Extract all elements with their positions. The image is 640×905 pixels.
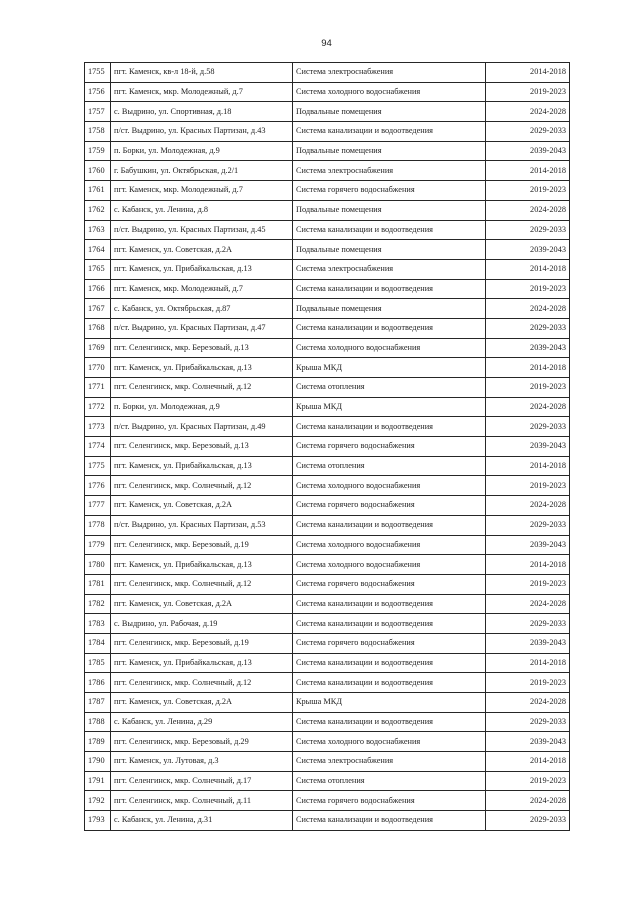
period-cell: 2014-2018 — [486, 752, 570, 772]
table-row — [85, 279, 570, 299]
address-cell: пгт. Селенгинск, мкр. Березовый, д.13 — [111, 437, 293, 457]
table-row — [85, 63, 570, 83]
period-cell: 2024-2028 — [486, 594, 570, 614]
table-row — [85, 181, 570, 201]
table-row — [85, 712, 570, 732]
row-number-cell: 1787 — [85, 693, 111, 713]
system-cell: Система канализации и водоотведения — [293, 417, 486, 437]
row-number-cell: 1784 — [85, 633, 111, 653]
system-cell: Крыша МКД — [293, 693, 486, 713]
row-number-cell: 1770 — [85, 358, 111, 378]
row-number-cell: 1759 — [85, 141, 111, 161]
table-row — [85, 318, 570, 338]
table-row — [85, 752, 570, 772]
address-cell: пгт. Каменск, ул. Прибайкальская, д.13 — [111, 555, 293, 575]
address-cell: с. Кабанск, ул. Октябрьская, д.87 — [111, 299, 293, 319]
table-row — [85, 811, 570, 831]
address-cell: пгт. Каменск, ул. Прибайкальская, д.13 — [111, 259, 293, 279]
table-row — [85, 220, 570, 240]
system-cell: Подвальные помещения — [293, 200, 486, 220]
row-number-cell: 1762 — [85, 200, 111, 220]
table-row — [85, 476, 570, 496]
row-number-cell: 1763 — [85, 220, 111, 240]
period-cell: 2029-2033 — [486, 417, 570, 437]
table-row — [85, 594, 570, 614]
address-cell: пгт. Каменск, ул. Прибайкальская, д.13 — [111, 653, 293, 673]
period-cell: 2014-2018 — [486, 456, 570, 476]
period-cell: 2039-2043 — [486, 633, 570, 653]
system-cell: Система электроснабжения — [293, 752, 486, 772]
row-number-cell: 1780 — [85, 555, 111, 575]
system-cell: Подвальные помещения — [293, 102, 486, 122]
address-cell: пгт. Селенгинск, мкр. Березовый, д.19 — [111, 535, 293, 555]
system-cell: Система горячего водоснабжения — [293, 574, 486, 594]
system-cell: Система канализации и водоотведения — [293, 712, 486, 732]
period-cell: 2024-2028 — [486, 200, 570, 220]
address-cell: п/ст. Выдрино, ул. Красных Партизан, д.47 — [111, 318, 293, 338]
row-number-cell: 1771 — [85, 378, 111, 398]
row-number-cell: 1758 — [85, 122, 111, 142]
address-cell: пгт. Каменск, мкр. Молодежный, д.7 — [111, 82, 293, 102]
address-cell: с. Выдрино, ул. Рабочая, д.19 — [111, 614, 293, 634]
period-cell: 2039-2043 — [486, 338, 570, 358]
table-row — [85, 141, 570, 161]
system-cell: Система электроснабжения — [293, 161, 486, 181]
system-cell: Система электроснабжения — [293, 259, 486, 279]
period-cell: 2019-2023 — [486, 279, 570, 299]
row-number-cell: 1793 — [85, 811, 111, 831]
system-cell: Система горячего водоснабжения — [293, 791, 486, 811]
system-cell: Система канализации и водоотведения — [293, 673, 486, 693]
table-row — [85, 102, 570, 122]
system-cell: Система канализации и водоотведения — [293, 318, 486, 338]
period-cell: 2019-2023 — [486, 82, 570, 102]
row-number-cell: 1785 — [85, 653, 111, 673]
address-cell: пгт. Селенгинск, мкр. Березовый, д.13 — [111, 338, 293, 358]
row-number-cell: 1783 — [85, 614, 111, 634]
table-row — [85, 82, 570, 102]
period-cell: 2019-2023 — [486, 574, 570, 594]
row-number-cell: 1765 — [85, 259, 111, 279]
period-cell: 2039-2043 — [486, 732, 570, 752]
system-cell: Система электроснабжения — [293, 63, 486, 83]
address-cell: пгт. Каменск, ул. Советская, д.2А — [111, 496, 293, 516]
table-row — [85, 338, 570, 358]
address-cell: с. Кабанск, ул. Ленина, д.29 — [111, 712, 293, 732]
system-cell: Крыша МКД — [293, 397, 486, 417]
row-number-cell: 1772 — [85, 397, 111, 417]
system-cell: Система холодного водоснабжения — [293, 82, 486, 102]
row-number-cell: 1776 — [85, 476, 111, 496]
row-number-cell: 1777 — [85, 496, 111, 516]
system-cell: Система канализации и водоотведения — [293, 594, 486, 614]
period-cell: 2029-2033 — [486, 515, 570, 535]
address-cell: пгт. Каменск, ул. Лутовая, д.3 — [111, 752, 293, 772]
address-cell: с. Кабанск, ул. Ленина, д.31 — [111, 811, 293, 831]
system-cell: Система холодного водоснабжения — [293, 555, 486, 575]
table-row — [85, 122, 570, 142]
address-cell: пгт. Каменск, кв-л 18-й, д.58 — [111, 63, 293, 83]
system-cell: Система холодного водоснабжения — [293, 476, 486, 496]
row-number-cell: 1781 — [85, 574, 111, 594]
address-cell: пгт. Каменск, мкр. Молодежный, д.7 — [111, 181, 293, 201]
period-cell: 2014-2018 — [486, 555, 570, 575]
period-cell: 2039-2043 — [486, 437, 570, 457]
address-cell: с. Выдрино, ул. Спортивная, д.18 — [111, 102, 293, 122]
address-cell: пгт. Селенгинск, мкр. Солнечный, д.12 — [111, 673, 293, 693]
system-cell: Система отопления — [293, 378, 486, 398]
row-number-cell: 1791 — [85, 771, 111, 791]
row-number-cell: 1788 — [85, 712, 111, 732]
address-cell: пгт. Каменск, ул. Советская, д.2А — [111, 240, 293, 260]
table-row — [85, 555, 570, 575]
row-number-cell: 1782 — [85, 594, 111, 614]
system-cell: Система горячего водоснабжения — [293, 437, 486, 457]
system-cell: Система холодного водоснабжения — [293, 732, 486, 752]
row-number-cell: 1786 — [85, 673, 111, 693]
period-cell: 2039-2043 — [486, 240, 570, 260]
period-cell: 2039-2043 — [486, 535, 570, 555]
address-cell: пгт. Селенгинск, мкр. Березовый, д.19 — [111, 633, 293, 653]
period-cell: 2014-2018 — [486, 161, 570, 181]
table-row — [85, 417, 570, 437]
table-row — [85, 358, 570, 378]
period-cell: 2024-2028 — [486, 693, 570, 713]
table-row — [85, 771, 570, 791]
page-number: 94 — [321, 38, 332, 49]
table-row — [85, 633, 570, 653]
address-cell: п. Борки, ул. Молодежная, д.9 — [111, 141, 293, 161]
row-number-cell: 1768 — [85, 318, 111, 338]
table-row — [85, 456, 570, 476]
table-row — [85, 161, 570, 181]
row-number-cell: 1774 — [85, 437, 111, 457]
row-number-cell: 1766 — [85, 279, 111, 299]
address-cell: пгт. Каменск, ул. Прибайкальская, д.13 — [111, 456, 293, 476]
system-cell: Подвальные помещения — [293, 299, 486, 319]
system-cell: Крыша МКД — [293, 358, 486, 378]
row-number-cell: 1775 — [85, 456, 111, 476]
system-cell: Система канализации и водоотведения — [293, 811, 486, 831]
address-cell: пгт. Каменск, ул. Прибайкальская, д.13 — [111, 358, 293, 378]
period-cell: 2029-2033 — [486, 122, 570, 142]
table-row — [85, 653, 570, 673]
row-number-cell: 1778 — [85, 515, 111, 535]
table-row — [85, 299, 570, 319]
system-cell: Подвальные помещения — [293, 141, 486, 161]
table-row — [85, 200, 570, 220]
row-number-cell: 1760 — [85, 161, 111, 181]
table-row — [85, 535, 570, 555]
system-cell: Система горячего водоснабжения — [293, 181, 486, 201]
address-cell: пгт. Каменск, ул. Советская, д.2А — [111, 693, 293, 713]
address-cell: п/ст. Выдрино, ул. Красных Партизан, д.53 — [111, 515, 293, 535]
period-cell: 2029-2033 — [486, 220, 570, 240]
system-cell: Система холодного водоснабжения — [293, 338, 486, 358]
period-cell: 2024-2028 — [486, 397, 570, 417]
address-cell: п/ст. Выдрино, ул. Красных Партизан, д.43 — [111, 122, 293, 142]
system-cell: Система канализации и водоотведения — [293, 279, 486, 299]
row-number-cell: 1790 — [85, 752, 111, 772]
table-row — [85, 574, 570, 594]
address-cell: с. Кабанск, ул. Ленина, д.8 — [111, 200, 293, 220]
period-cell: 2019-2023 — [486, 673, 570, 693]
period-cell: 2014-2018 — [486, 259, 570, 279]
period-cell: 2029-2033 — [486, 318, 570, 338]
period-cell: 2019-2023 — [486, 181, 570, 201]
row-number-cell: 1789 — [85, 732, 111, 752]
system-cell: Система холодного водоснабжения — [293, 535, 486, 555]
repair-schedule-table — [84, 62, 570, 831]
table-body — [85, 63, 570, 831]
address-cell: г. Бабушкин, ул. Октябрьская, д.2/1 — [111, 161, 293, 181]
address-cell: пгт. Каменск, мкр. Молодежный, д.7 — [111, 279, 293, 299]
table-row — [85, 791, 570, 811]
address-cell: п/ст. Выдрино, ул. Красных Партизан, д.45 — [111, 220, 293, 240]
period-cell: 2024-2028 — [486, 102, 570, 122]
period-cell: 2019-2023 — [486, 771, 570, 791]
address-cell: пгт. Селенгинск, мкр. Березовый, д.29 — [111, 732, 293, 752]
address-cell: пгт. Селенгинск, мкр. Солнечный, д.11 — [111, 791, 293, 811]
address-cell: пгт. Селенгинск, мкр. Солнечный, д.12 — [111, 476, 293, 496]
address-cell: п. Борки, ул. Молодежная, д.9 — [111, 397, 293, 417]
system-cell: Подвальные помещения — [293, 240, 486, 260]
table-row — [85, 732, 570, 752]
period-cell: 2029-2033 — [486, 712, 570, 732]
period-cell: 2019-2023 — [486, 476, 570, 496]
system-cell: Система горячего водоснабжения — [293, 633, 486, 653]
table-row — [85, 259, 570, 279]
row-number-cell: 1764 — [85, 240, 111, 260]
address-cell: п/ст. Выдрино, ул. Красных Партизан, д.49 — [111, 417, 293, 437]
period-cell: 2019-2023 — [486, 378, 570, 398]
period-cell: 2024-2028 — [486, 791, 570, 811]
row-number-cell: 1757 — [85, 102, 111, 122]
table-row — [85, 240, 570, 260]
row-number-cell: 1779 — [85, 535, 111, 555]
address-cell: пгт. Каменск, ул. Советская, д.2А — [111, 594, 293, 614]
system-cell: Система канализации и водоотведения — [293, 614, 486, 634]
system-cell: Система отопления — [293, 771, 486, 791]
system-cell: Система канализации и водоотведения — [293, 220, 486, 240]
table-row — [85, 673, 570, 693]
row-number-cell: 1769 — [85, 338, 111, 358]
period-cell: 2014-2018 — [486, 653, 570, 673]
period-cell: 2039-2043 — [486, 141, 570, 161]
row-number-cell: 1767 — [85, 299, 111, 319]
table-row — [85, 437, 570, 457]
period-cell: 2024-2028 — [486, 496, 570, 516]
address-cell: пгт. Селенгинск, мкр. Солнечный, д.12 — [111, 574, 293, 594]
table-row — [85, 614, 570, 634]
period-cell: 2014-2018 — [486, 63, 570, 83]
period-cell: 2029-2033 — [486, 614, 570, 634]
period-cell: 2024-2028 — [486, 299, 570, 319]
system-cell: Система отопления — [293, 456, 486, 476]
system-cell: Система канализации и водоотведения — [293, 122, 486, 142]
table-row — [85, 397, 570, 417]
system-cell: Система горячего водоснабжения — [293, 496, 486, 516]
row-number-cell: 1773 — [85, 417, 111, 437]
table-row — [85, 693, 570, 713]
address-cell: пгт. Селенгинск, мкр. Солнечный, д.12 — [111, 378, 293, 398]
row-number-cell: 1755 — [85, 63, 111, 83]
row-number-cell: 1756 — [85, 82, 111, 102]
system-cell: Система канализации и водоотведения — [293, 653, 486, 673]
address-cell: пгт. Селенгинск, мкр. Солнечный, д.17 — [111, 771, 293, 791]
period-cell: 2014-2018 — [486, 358, 570, 378]
table-row — [85, 496, 570, 516]
period-cell: 2029-2033 — [486, 811, 570, 831]
table-row — [85, 378, 570, 398]
row-number-cell: 1792 — [85, 791, 111, 811]
row-number-cell: 1761 — [85, 181, 111, 201]
table-row — [85, 515, 570, 535]
system-cell: Система канализации и водоотведения — [293, 515, 486, 535]
